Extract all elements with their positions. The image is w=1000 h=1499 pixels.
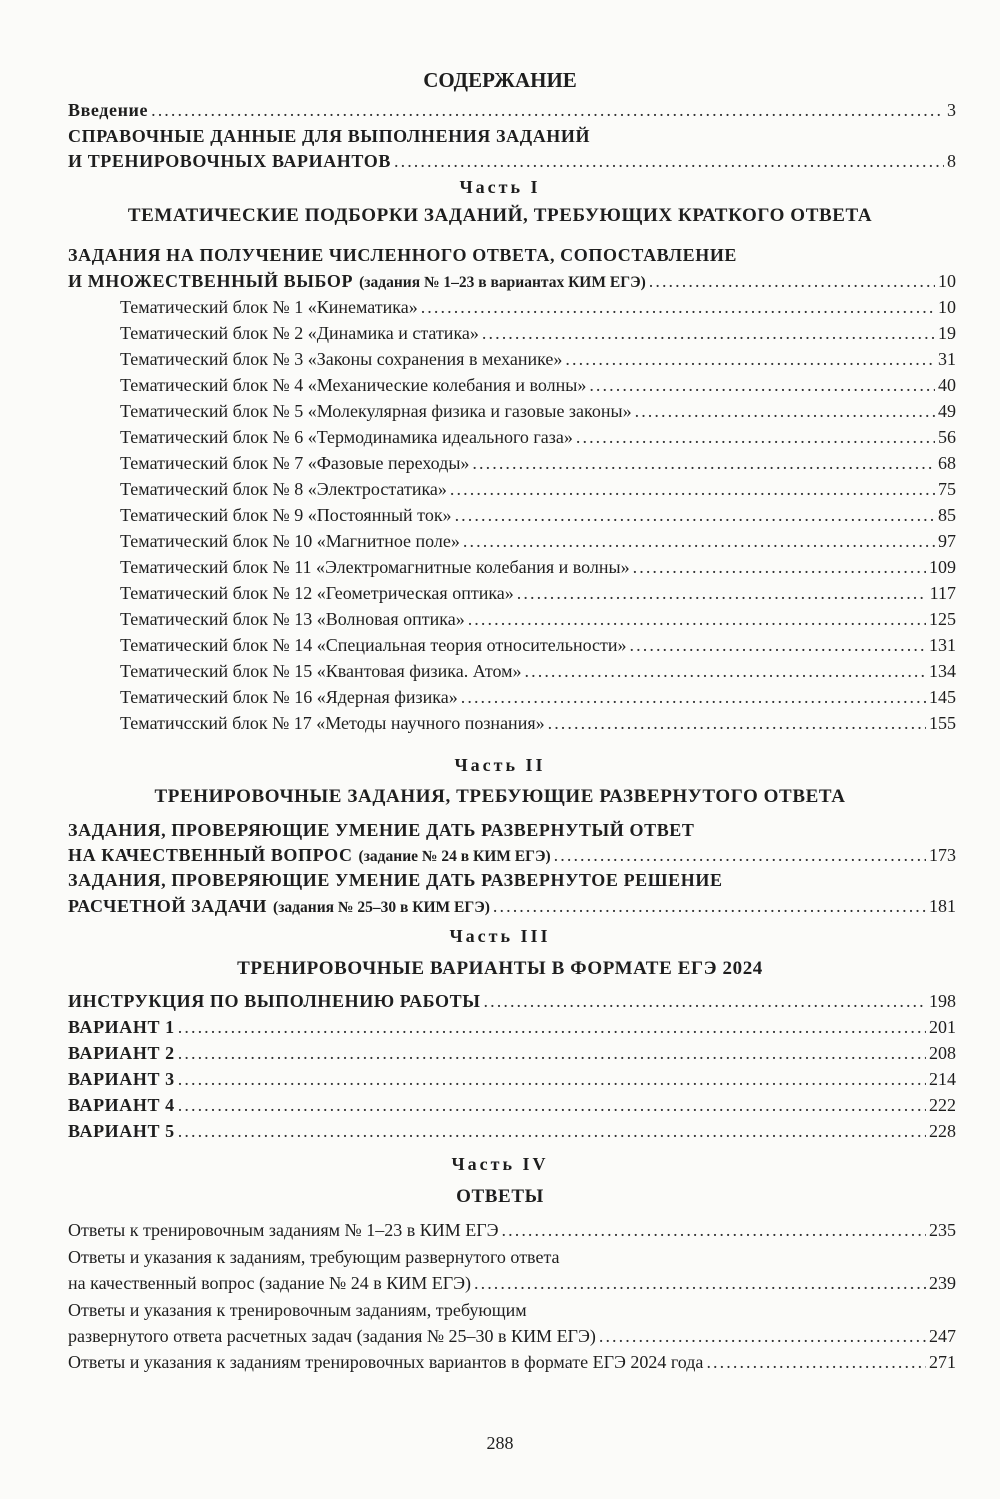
toc-entry-variant-2[interactable] [68, 1040, 956, 1066]
part-3-heading: ТРЕНИРОВОЧНЫЕ ВАРИАНТЫ В ФОРМАТЕ ЕГЭ 2024 [237, 958, 763, 979]
toc-entry-instruction[interactable] [68, 988, 956, 1014]
page-number: 288 [486, 1433, 514, 1453]
entry-label: Ответы к тренировочным заданиям № 1–23 в КИМ ЕГЭ [68, 1220, 499, 1240]
part-4-label: Часть IV [451, 1154, 549, 1174]
entry-label: ВАРИАНТ 5 [68, 1121, 175, 1141]
entry-page: 40 [938, 375, 956, 395]
entry-label: Тематический блок № 5 «Молекулярная физика и газовые законы» [120, 401, 632, 421]
dot-leader [630, 632, 926, 658]
entry-label: РАСЧЕТНОЙ ЗАДАЧИ [68, 896, 268, 916]
entry-page: 239 [929, 1273, 956, 1293]
toc-entry-variant-4[interactable] [68, 1092, 956, 1118]
entry-label: ИНСТРУКЦИЯ ПО ВЫПОЛНЕНИЮ РАБОТЫ [68, 991, 481, 1011]
entry-page: 68 [938, 453, 956, 473]
entry-label: Введение [68, 100, 149, 120]
part-4-heading: ОТВЕТЫ [456, 1186, 544, 1207]
entry-label: Тематический блок № 13 «Волновая оптика» [120, 609, 465, 629]
part-2-item-1[interactable] [68, 842, 956, 868]
toc-entry-variant-3[interactable] [68, 1066, 956, 1092]
dot-leader [502, 1217, 926, 1243]
entry-label: Тематический блок № 9 «Постоянный ток» [120, 505, 452, 525]
entry-page: 145 [929, 687, 956, 707]
toc-entry-block-1[interactable] [120, 294, 956, 320]
entry-page: 109 [929, 557, 956, 577]
entry-sublabel: (задание № 24 в КИМ ЕГЭ) [358, 848, 551, 865]
entry-page: 56 [938, 427, 956, 447]
part-1-section-line1[interactable]: ЗАДАНИЯ НА ПОЛУЧЕНИЕ ЧИСЛЕННОГО ОТВЕТА, СОПОСТАВЛЕНИЕ [68, 245, 738, 265]
dot-leader [421, 294, 935, 320]
toc-entry-reference-line1[interactable]: СПРАВОЧНЫЕ ДАННЫЕ ДЛЯ ВЫПОЛНЕНИЯ ЗАДАНИЙ [68, 126, 591, 146]
dot-leader [525, 658, 926, 684]
entry-label: ВАРИАНТ 4 [68, 1095, 175, 1115]
dot-leader [178, 1092, 926, 1118]
entry-label: Тематический блок № 11 «Электромагнитные колебания и волны» [120, 557, 630, 577]
entry-page: 155 [929, 713, 956, 733]
entry-page: 10 [938, 297, 956, 317]
entry-page: 8 [947, 151, 956, 171]
entry-page: 235 [929, 1220, 956, 1240]
entry-page: 10 [938, 271, 956, 291]
entry-page: 228 [929, 1121, 956, 1141]
dot-leader [706, 1349, 926, 1375]
entry-sublabel: (задания № 1–23 в вариантах КИМ ЕГЭ) [359, 274, 646, 291]
entry-label: на качественный вопрос (задание № 24 в КИМ ЕГЭ) [68, 1273, 471, 1293]
toc-entry-reference[interactable] [68, 148, 956, 174]
part-2-item-2-line1[interactable]: ЗАДАНИЯ, ПРОВЕРЯЮЩИЕ УМЕНИЕ ДАТЬ РАЗВЕРНУТОЕ РЕШЕНИЕ [68, 870, 723, 890]
dot-leader [635, 398, 935, 424]
toc-entry-answers-1[interactable] [68, 1217, 956, 1243]
entry-label: развернутого ответа расчетных задач (задания № 25–30 в КИМ ЕГЭ) [68, 1326, 596, 1346]
part-1-label: Часть I [459, 177, 541, 197]
part-3-label: Часть III [449, 926, 551, 946]
entry-label: Тематический блок № 1 «Кинематика» [120, 297, 418, 317]
entry-page: 31 [938, 349, 956, 369]
toc-entry-block-12[interactable] [120, 580, 956, 606]
entry-label: И МНОЖЕСТВЕННЫЙ ВЫБОР [68, 271, 354, 291]
entry-label: Ответы и указания к заданиям тренировочных вариантов в формате ЕГЭ 2024 года [68, 1352, 704, 1372]
entry-label: ВАРИАНТ 3 [68, 1069, 175, 1089]
toc-entry-block-15[interactable] [120, 658, 956, 684]
part-2-item-2[interactable] [68, 893, 956, 919]
dot-leader [178, 1118, 926, 1144]
entry-page: 131 [929, 635, 956, 655]
toc-entry-answers-3-line1[interactable]: Ответы и указания к тренировочным заданиям, требующим [68, 1300, 527, 1320]
dot-leader [394, 148, 944, 174]
entry-page: 85 [938, 505, 956, 525]
entry-page: 134 [929, 661, 956, 681]
entry-page: 173 [929, 845, 956, 865]
dot-leader [589, 372, 935, 398]
dot-leader [178, 1066, 926, 1092]
entry-label: Тематический блок № 12 «Геометрическая оптика» [120, 583, 514, 603]
dot-leader [599, 1323, 926, 1349]
entry-page: 201 [929, 1017, 956, 1037]
entry-page: 271 [929, 1352, 956, 1372]
part-2-heading: ТРЕНИРОВОЧНЫЕ ЗАДАНИЯ, ТРЕБУЮЩИЕ РАЗВЕРНУТОГО ОТВЕТА [154, 786, 846, 807]
entry-page: 208 [929, 1043, 956, 1063]
dot-leader [461, 684, 926, 710]
entry-label: Тематический блок № 2 «Динамика и статика» [120, 323, 479, 343]
dot-leader [649, 268, 935, 294]
entry-page: 75 [938, 479, 956, 499]
entry-label: Тематический блок № 16 «Ядерная физика» [120, 687, 458, 707]
entry-page: 97 [938, 531, 956, 551]
entry-label: НА КАЧЕСТВЕННЫЙ ВОПРОС [68, 845, 353, 865]
toc-entry-block-7[interactable] [120, 450, 956, 476]
dot-leader [178, 1040, 926, 1066]
entry-sublabel: (задания № 25–30 в КИМ ЕГЭ) [273, 899, 490, 916]
entry-page: 247 [929, 1326, 956, 1346]
dot-leader [565, 346, 935, 372]
toc-entry-block-17[interactable] [120, 710, 956, 736]
toc-entry-block-8[interactable] [120, 476, 956, 502]
entry-page: 222 [929, 1095, 956, 1115]
toc-entry-block-9[interactable] [120, 502, 956, 528]
entry-page: 19 [938, 323, 956, 343]
toc-entry-block-13[interactable] [120, 606, 956, 632]
dot-leader [450, 476, 935, 502]
dot-leader [151, 97, 944, 123]
toc-entry-block-10[interactable] [120, 528, 956, 554]
dot-leader [178, 1014, 926, 1040]
toc-entry-answers-2-line1[interactable]: Ответы и указания к заданиям, требующим развернутого ответа [68, 1247, 560, 1267]
part-1-heading: ТЕМАТИЧЕСКИЕ ПОДБОРКИ ЗАДАНИЙ, ТРЕБУЮЩИХ КРАТКОГО ОТВЕТА [127, 205, 873, 226]
dot-leader [548, 710, 926, 736]
dot-leader [474, 1270, 926, 1296]
entry-label: ВАРИАНТ 2 [68, 1043, 175, 1063]
toc-entry-variant-5[interactable] [68, 1118, 956, 1144]
dot-leader [633, 554, 926, 580]
entry-page: 125 [929, 609, 956, 629]
dot-leader [517, 580, 927, 606]
entry-label: ВАРИАНТ 1 [68, 1017, 175, 1037]
toc-entry-block-4[interactable] [120, 372, 956, 398]
entry-label: Тематический блок № 10 «Магнитное поле» [120, 531, 460, 551]
entry-page: 181 [929, 896, 956, 916]
part-2-item-1-line1[interactable]: ЗАДАНИЯ, ПРОВЕРЯЮЩИЕ УМЕНИЕ ДАТЬ РАЗВЕРНУТЫЙ ОТВЕТ [68, 820, 695, 840]
part-1-section[interactable] [68, 268, 956, 294]
toc-entry-answers-3[interactable] [68, 1323, 956, 1349]
thematic-blocks-list [120, 294, 956, 736]
dot-leader [468, 606, 926, 632]
entry-label: Тематичсский блок № 17 «Методы научного познания» [120, 713, 545, 733]
entry-page: 198 [929, 991, 956, 1011]
dot-leader [482, 320, 935, 346]
dot-leader [576, 424, 935, 450]
entry-page: 3 [947, 100, 956, 120]
part-3-list [68, 988, 956, 1144]
toc-entry-block-16[interactable] [120, 684, 956, 710]
entry-label: Тематический блок № 7 «Фазовые переходы» [120, 453, 470, 473]
entry-label: Тематический блок № 14 «Специальная теория относительности» [120, 635, 627, 655]
entry-label: Тематический блок № 3 «Законы сохранения в механике» [120, 349, 563, 369]
part-2-label: Часть II [454, 755, 546, 775]
toc-entry-variant-1[interactable] [68, 1014, 956, 1040]
toc-entry-block-5[interactable] [120, 398, 956, 424]
toc-entry-block-14[interactable] [120, 632, 956, 658]
entry-label: Тематический блок № 6 «Термодинамика идеального газа» [120, 427, 573, 447]
entry-label: И ТРЕНИРОВОЧНЫХ ВАРИАНТОВ [68, 151, 391, 171]
toc-entry-block-2[interactable] [120, 320, 956, 346]
toc-entry-block-6[interactable] [120, 424, 956, 450]
entry-page: 49 [938, 401, 956, 421]
toc-entry-answers-2[interactable] [68, 1270, 956, 1296]
toc-entry-block-3[interactable] [120, 346, 956, 372]
toc-entry-answers-4[interactable] [68, 1349, 956, 1375]
dot-leader [493, 893, 926, 919]
toc-entry-block-11[interactable] [120, 554, 956, 580]
entry-label: Тематический блок № 15 «Квантовая физика. Атом» [120, 661, 522, 681]
toc-title: СОДЕРЖАНИЕ [423, 68, 577, 92]
dot-leader [455, 502, 935, 528]
entry-label: Тематический блок № 8 «Электростатика» [120, 479, 447, 499]
dot-leader [554, 842, 926, 868]
dot-leader [484, 988, 926, 1014]
entry-page: 117 [929, 583, 956, 603]
dot-leader [463, 528, 935, 554]
entry-page: 214 [929, 1069, 956, 1089]
entry-label: Тематический блок № 4 «Механические колебания и волны» [120, 375, 587, 395]
dot-leader [472, 450, 935, 476]
toc-entry-intro[interactable] [68, 97, 956, 123]
